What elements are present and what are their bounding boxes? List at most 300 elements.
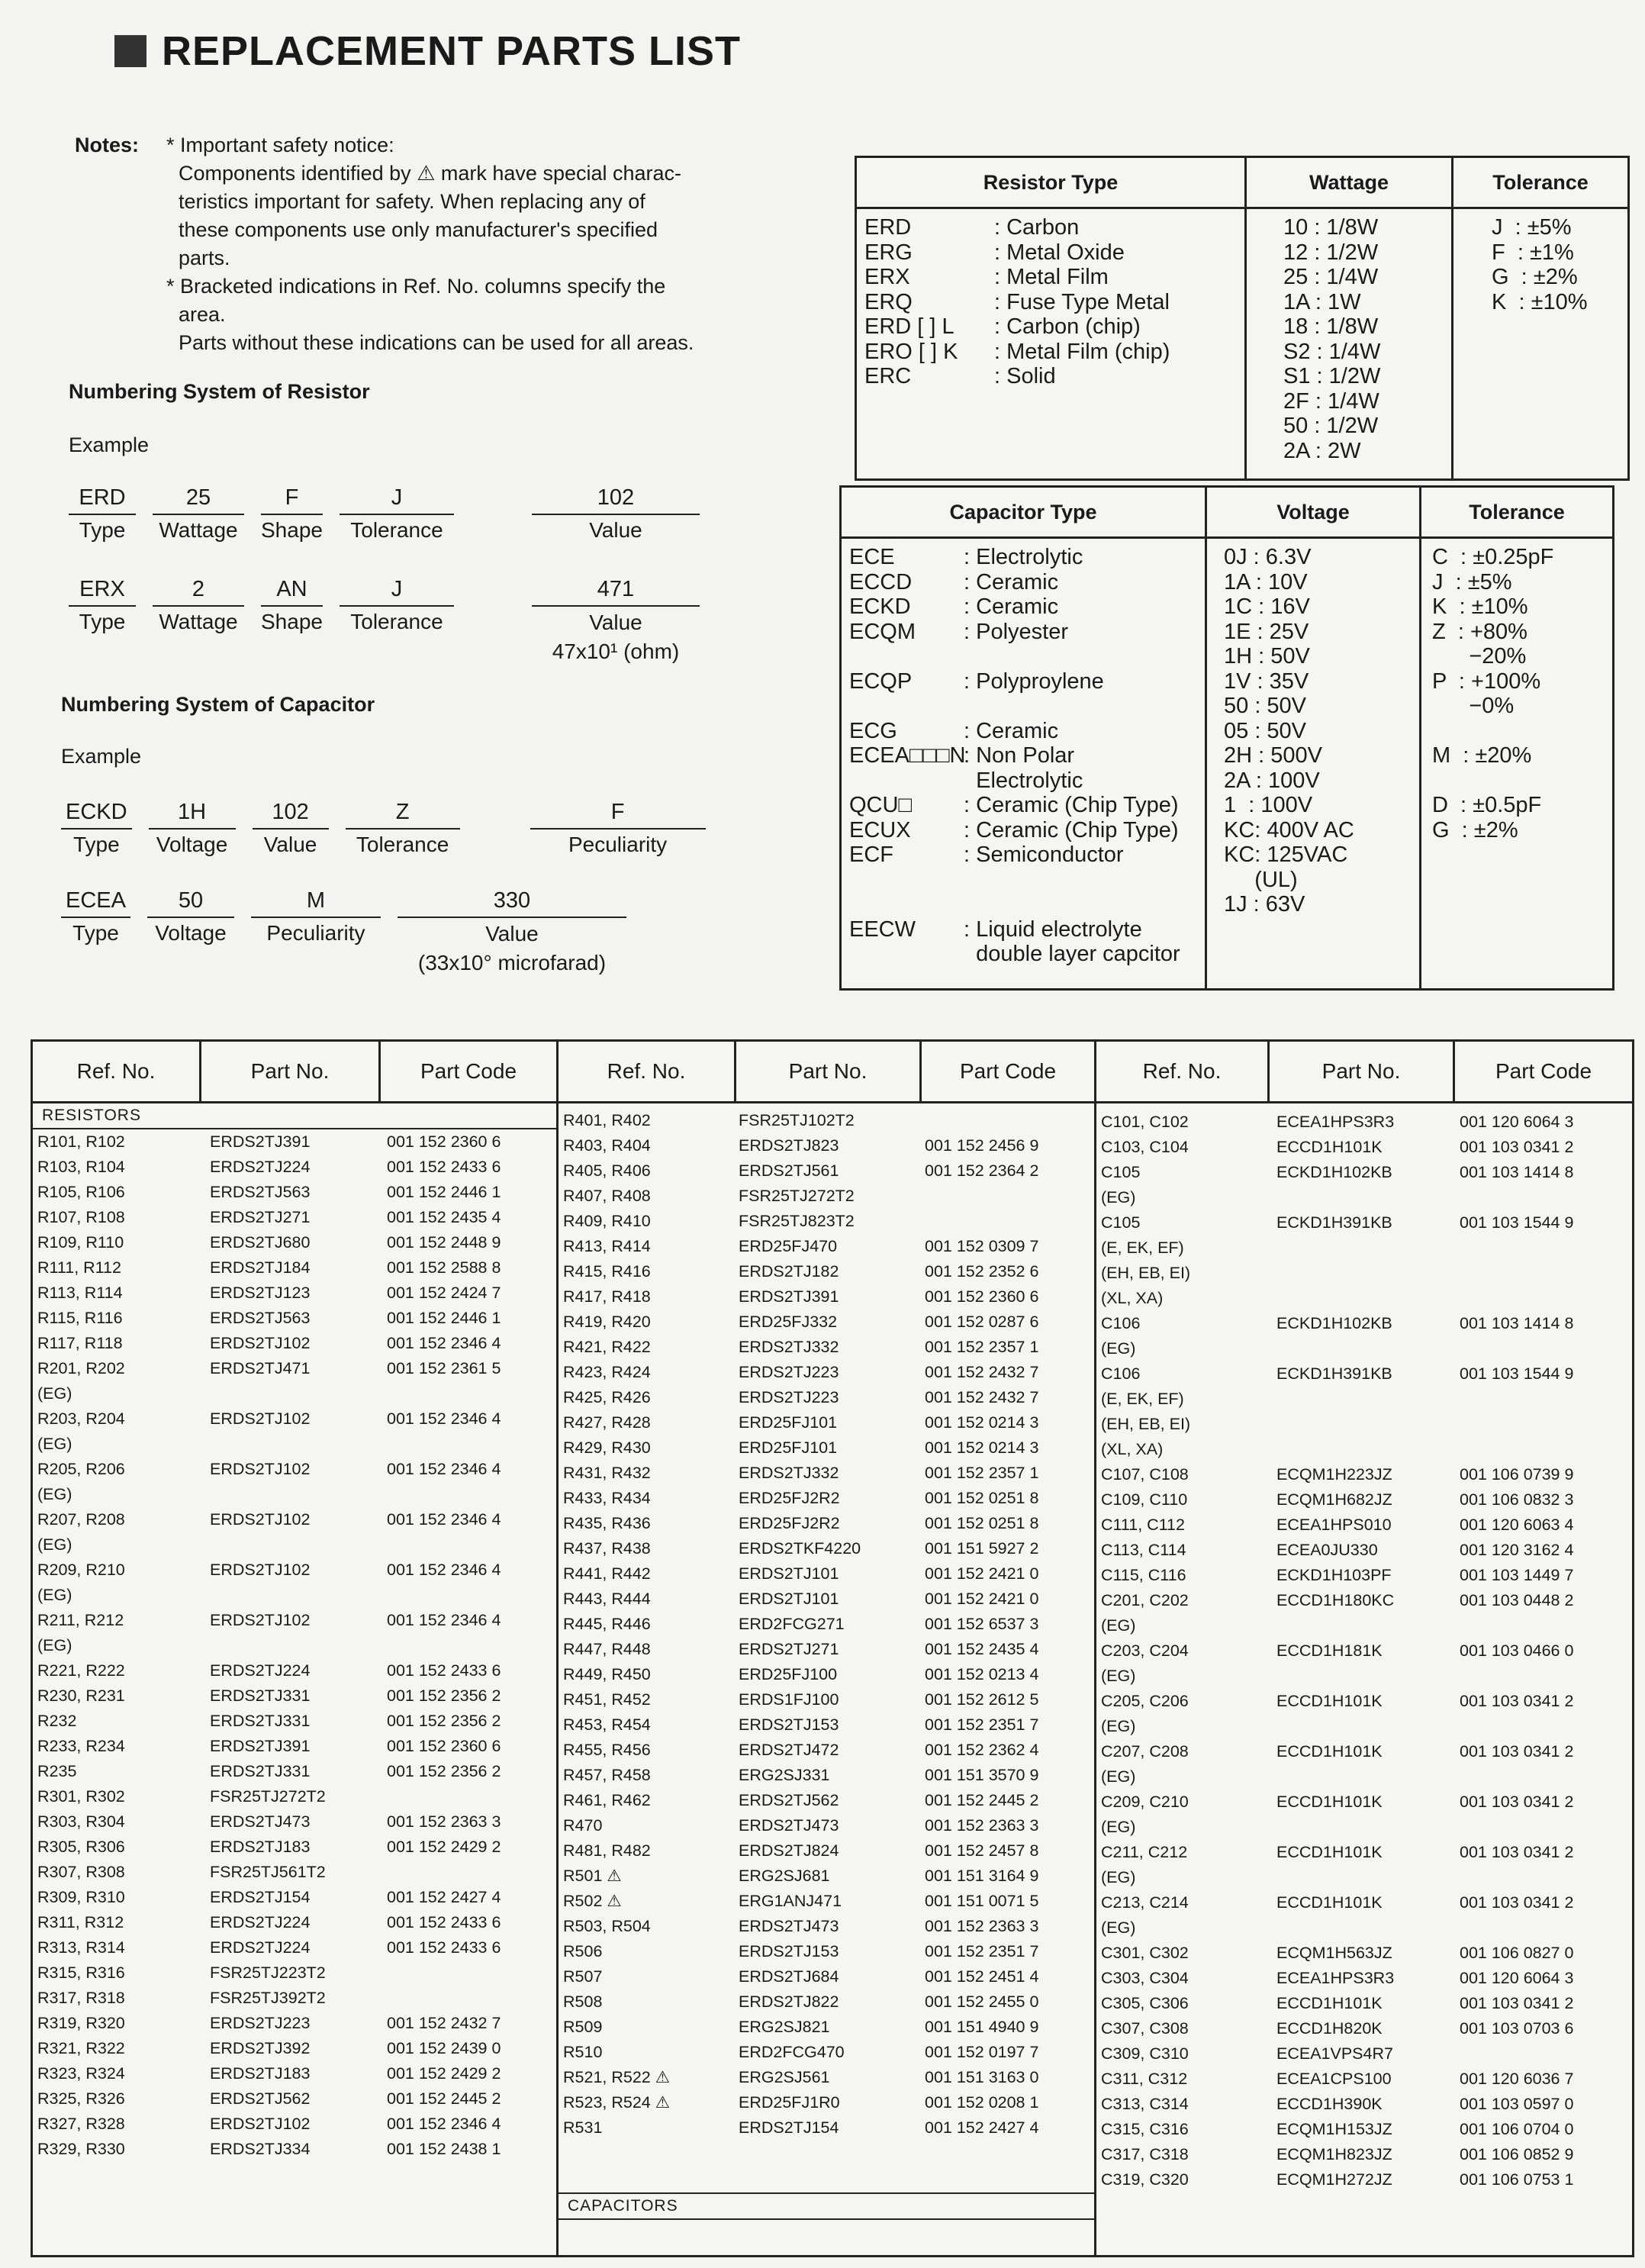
capacitor-type-row-desc: : Ceramic bbox=[964, 569, 1059, 594]
table-row bbox=[37, 1457, 556, 1482]
ref-no-cell: R109, R110 bbox=[37, 1233, 124, 1252]
ref-no-cell: (EG) bbox=[1101, 1918, 1136, 1937]
part-no-cell bbox=[210, 1432, 387, 1457]
capacitor-numbering-title: Numbering System of Capacitor bbox=[61, 693, 375, 716]
part-code-cell: 001 152 2363 3 bbox=[925, 1917, 1039, 1935]
table-row bbox=[1101, 1790, 1632, 1815]
capacitor-type-row-desc bbox=[964, 694, 970, 719]
table-row bbox=[563, 1712, 1094, 1738]
table-row bbox=[1101, 1235, 1632, 1261]
table-row bbox=[563, 1788, 1094, 1813]
numbering-code: F bbox=[261, 485, 323, 515]
ref-no-cell: (EH, EB, EI) bbox=[1101, 1415, 1191, 1433]
part-no-cell: ERDS2TJ471 bbox=[210, 1359, 311, 1377]
voltage-row: 2H : 500V bbox=[1224, 743, 1322, 768]
part-code-cell: 001 152 2432 7 bbox=[925, 1363, 1039, 1381]
table-row bbox=[563, 1184, 1094, 1209]
part-code-cell: 001 103 0597 0 bbox=[1460, 2095, 1574, 2113]
part-code-cell: 001 152 2433 6 bbox=[387, 1661, 501, 1680]
table-row bbox=[1101, 1638, 1632, 1664]
numbering-code: AN bbox=[261, 577, 323, 607]
capacitor-example-label: Example bbox=[61, 745, 142, 768]
capacitor-type-row-code bbox=[849, 892, 964, 917]
numbering-caption: Shape bbox=[261, 610, 323, 633]
table-row bbox=[563, 1234, 1094, 1259]
table-row bbox=[563, 1612, 1094, 1637]
ref-no-cell: R435, R436 bbox=[563, 1514, 651, 1532]
part-no-cell bbox=[1276, 1865, 1460, 1890]
table-row bbox=[37, 1960, 556, 1986]
numbering-cell bbox=[153, 485, 244, 543]
capacitor-type-row bbox=[849, 669, 1197, 694]
part-no-cell bbox=[1276, 1387, 1460, 1412]
part-code-cell: 001 152 2427 4 bbox=[925, 2118, 1039, 2137]
part-code-cell: 001 103 1414 8 bbox=[1460, 1314, 1574, 1332]
part-code-cell: 001 152 2439 0 bbox=[387, 2039, 501, 2057]
voltage-row: 1E : 25V bbox=[1224, 619, 1309, 644]
part-code-cell: 001 152 0214 3 bbox=[925, 1413, 1039, 1432]
ref-no-cell: R327, R328 bbox=[37, 2115, 125, 2133]
capacitor-type-row bbox=[849, 620, 1197, 645]
capacitor-type-row bbox=[849, 868, 1197, 893]
table-row bbox=[1101, 1815, 1632, 1840]
numbering-code: 102 bbox=[253, 800, 329, 830]
part-no-cell: ERDS2TJ153 bbox=[739, 1715, 839, 1734]
cap-tolerance-row: G : ±2% bbox=[1432, 817, 1518, 842]
part-code-cell: 001 152 0287 6 bbox=[925, 1313, 1039, 1331]
wattage-row: 10 : 1/8W bbox=[1283, 215, 1379, 240]
part-code-cell bbox=[387, 1960, 391, 1986]
table-row bbox=[563, 1259, 1094, 1284]
numbering-caption: Wattage bbox=[159, 610, 238, 633]
numbering-cell bbox=[346, 800, 460, 857]
part-no-cell: ERD25FJ2R2 bbox=[739, 1514, 840, 1532]
table-row bbox=[563, 2115, 1094, 2141]
part-code-cell bbox=[387, 1583, 391, 1608]
part-no-cell: ERG2SJ681 bbox=[739, 1867, 830, 1885]
table-row bbox=[1101, 1915, 1632, 1941]
part-no-cell: ECEA1HPS3R3 bbox=[1276, 1969, 1395, 1987]
table-row bbox=[1101, 1311, 1632, 1336]
table-row bbox=[37, 1281, 556, 1306]
table-row bbox=[1101, 1135, 1632, 1160]
ref-no-cell: R230, R231 bbox=[37, 1687, 125, 1705]
table-row bbox=[563, 1889, 1094, 1914]
table-row bbox=[563, 2015, 1094, 2040]
part-no-cell: ECKD1H102KB bbox=[1276, 1314, 1392, 1332]
ref-no-cell: R453, R454 bbox=[563, 1715, 651, 1734]
part-code-cell: 001 152 2363 3 bbox=[925, 1816, 1039, 1835]
cap-tolerance-row: −20% bbox=[1432, 644, 1527, 668]
part-code-cell bbox=[1460, 1185, 1464, 1210]
table-row bbox=[37, 1583, 556, 1608]
ref-no-cell: (EG) bbox=[1101, 1616, 1136, 1635]
page-title: REPLACEMENT PARTS LIST bbox=[162, 28, 742, 74]
part-no-cell: ERDS2TJ184 bbox=[210, 1258, 311, 1277]
part-code-cell bbox=[1460, 2041, 1464, 2067]
tolerance-row: F : ±1% bbox=[1492, 240, 1574, 265]
part-no-cell: ERDS2TJ331 bbox=[210, 1712, 311, 1730]
voltage-list bbox=[1206, 538, 1421, 989]
part-code-cell: 001 152 2351 7 bbox=[925, 1942, 1039, 1960]
table-row bbox=[563, 1486, 1094, 1511]
part-no-cell: ECEA1VPS4R7 bbox=[1276, 2044, 1393, 2063]
part-no-cell: ERDS2TJ391 bbox=[210, 1132, 311, 1151]
voltage-row: 1H : 50V bbox=[1224, 644, 1310, 668]
ref-no-cell: R447, R448 bbox=[563, 1640, 651, 1658]
table-row bbox=[37, 2011, 556, 2036]
ref-no-cell: R503, R504 bbox=[563, 1917, 651, 1935]
table-row bbox=[563, 1536, 1094, 1561]
capacitor-type-row-code: ECKD bbox=[849, 594, 911, 619]
resistor-type-row-desc: : Carbon (chip) bbox=[994, 314, 1141, 339]
part-no-cell: ERD25FJ1R0 bbox=[739, 2093, 840, 2112]
table-row bbox=[563, 1864, 1094, 1889]
table-row bbox=[1101, 1336, 1632, 1361]
part-code-cell: 001 151 3570 9 bbox=[925, 1766, 1039, 1784]
voltage-row: 1C : 16V bbox=[1224, 594, 1310, 619]
capacitor-type-row-code: ECG bbox=[849, 718, 897, 743]
part-no-cell: ECQM1H682JZ bbox=[1276, 1490, 1392, 1509]
part-code-cell: 001 152 2445 2 bbox=[387, 2089, 501, 2108]
capacitor-type-row-desc: : Ceramic (Chip Type) bbox=[964, 793, 1179, 817]
capacitor-type-row-desc: : Polyester bbox=[964, 619, 1068, 644]
part-code-cell: 001 152 0251 8 bbox=[925, 1489, 1039, 1507]
table-row bbox=[37, 1155, 556, 1180]
numbering-caption: Wattage bbox=[159, 518, 238, 542]
part-code-header: Part Code bbox=[378, 1042, 556, 1101]
note-line: * Important safety notice: bbox=[166, 134, 394, 156]
part-code-cell: 001 151 4940 9 bbox=[925, 2018, 1039, 2036]
numbering-cell bbox=[61, 800, 132, 857]
ref-no-cell: C101, C102 bbox=[1101, 1113, 1189, 1131]
ref-no-cell: (EG) bbox=[37, 1636, 72, 1654]
table-row bbox=[563, 2040, 1094, 2065]
voltage-header: Voltage bbox=[1206, 488, 1421, 538]
ref-no-cell: C109, C110 bbox=[1101, 1490, 1188, 1509]
ref-no-cell: C203, C204 bbox=[1101, 1641, 1189, 1660]
table-row bbox=[563, 1763, 1094, 1788]
part-code-cell: 001 120 6064 3 bbox=[1460, 1113, 1574, 1131]
note-line: Components identified by ⚠ mark have special charac- bbox=[179, 162, 682, 185]
voltage-row: 1A : 10V bbox=[1224, 569, 1308, 594]
table-row bbox=[1101, 1865, 1632, 1890]
capacitor-type-row bbox=[849, 917, 1197, 942]
part-no-cell: ERDS2TJ332 bbox=[739, 1464, 839, 1482]
resistor-example-label: Example bbox=[69, 433, 150, 456]
ref-no-cell: R401, R402 bbox=[563, 1111, 651, 1129]
part-code-cell: 001 152 2356 2 bbox=[387, 1687, 501, 1705]
table-row bbox=[37, 1432, 556, 1457]
ref-no-cell: R510 bbox=[563, 2043, 603, 2061]
part-no-header: Part No. bbox=[734, 1042, 919, 1101]
ref-no-cell: (E, EK, EF) bbox=[1101, 1390, 1184, 1408]
part-code-cell: 001 103 1449 7 bbox=[1460, 1566, 1574, 1584]
ref-no-cell: R329, R330 bbox=[37, 2140, 125, 2158]
ref-no-cell: R433, R434 bbox=[563, 1489, 651, 1507]
part-code-cell: 001 152 2346 4 bbox=[387, 1611, 501, 1629]
part-code-cell bbox=[1460, 1764, 1464, 1790]
capacitor-type-row-code: ECF bbox=[849, 842, 893, 867]
table-row bbox=[563, 1939, 1094, 1964]
wattage-row: S1 : 1/2W bbox=[1283, 364, 1381, 388]
table-row bbox=[563, 1662, 1094, 1687]
part-no-cell: ECEA1HPS010 bbox=[1276, 1516, 1392, 1534]
table-row bbox=[37, 2137, 556, 2162]
table-row bbox=[1101, 1840, 1632, 1865]
table-row bbox=[563, 1461, 1094, 1486]
ref-no-cell: R417, R418 bbox=[563, 1287, 651, 1306]
part-code-cell: 001 152 2456 9 bbox=[925, 1136, 1039, 1155]
wattage-header: Wattage bbox=[1246, 158, 1453, 208]
table-row bbox=[563, 1813, 1094, 1838]
numbering-code: F bbox=[530, 800, 706, 830]
ref-no-cell: C315, C316 bbox=[1101, 2120, 1189, 2138]
ref-no-cell: (EH, EB, EI) bbox=[1101, 1264, 1191, 1282]
ref-no-cell: R232 bbox=[37, 1712, 77, 1730]
part-no-cell: ECQM1H272JZ bbox=[1276, 2170, 1392, 2189]
part-no-cell: ERDS2TJ563 bbox=[210, 1183, 311, 1201]
capacitor-type-row-desc: : Electrolytic bbox=[964, 545, 1083, 569]
wattage-row: 12 : 1/2W bbox=[1283, 240, 1379, 265]
capacitor-type-row-code: ECUX bbox=[849, 817, 911, 842]
ref-no-header: Ref. No. bbox=[607, 1059, 686, 1083]
table-row bbox=[1101, 1890, 1632, 1915]
table-row bbox=[1101, 1437, 1632, 1462]
part-no-cell: FSR25TJ102T2 bbox=[739, 1111, 855, 1129]
ref-no-cell: R457, R458 bbox=[563, 1766, 651, 1784]
part-no-cell: ECKD1H102KB bbox=[1276, 1163, 1392, 1181]
part-no-cell: ECKD1H391KB bbox=[1276, 1364, 1392, 1383]
part-code-cell: 001 103 1414 8 bbox=[1460, 1163, 1574, 1181]
ref-no-cell: R203, R204 bbox=[37, 1409, 125, 1428]
table-row bbox=[37, 1784, 556, 1809]
cap-tolerance-row bbox=[1432, 768, 1605, 794]
resistor-type-row bbox=[864, 340, 1237, 365]
parts-list-3 bbox=[1096, 1103, 1632, 2192]
part-code-cell: 001 103 0341 2 bbox=[1460, 1692, 1574, 1710]
table-row bbox=[563, 1914, 1094, 1939]
part-code-cell bbox=[387, 1633, 391, 1658]
ref-no-cell: R309, R310 bbox=[37, 1888, 125, 1906]
part-code-cell: 001 152 2363 3 bbox=[387, 1812, 501, 1831]
table-row bbox=[563, 1158, 1094, 1184]
part-code-cell bbox=[1460, 1915, 1464, 1941]
ref-no-cell: (EG) bbox=[37, 1586, 72, 1604]
resistors-section-label: RESISTORS bbox=[33, 1103, 556, 1129]
ref-no-cell: R455, R456 bbox=[563, 1741, 651, 1759]
ref-no-cell: (EG) bbox=[37, 1384, 72, 1403]
table-row bbox=[563, 1989, 1094, 2015]
ref-no-cell: R509 bbox=[563, 2018, 603, 2036]
ref-no-cell: (EG) bbox=[1101, 1767, 1136, 1786]
part-no-cell: ERG2SJ821 bbox=[739, 2018, 830, 2036]
capacitor-type-row-desc: : Semiconductor bbox=[964, 842, 1124, 867]
part-no-cell: FSR25TJ272T2 bbox=[210, 1787, 326, 1806]
ref-no-cell: R451, R452 bbox=[563, 1690, 651, 1709]
part-code-cell: 001 152 2424 7 bbox=[387, 1284, 501, 1302]
ref-no-cell: R325, R326 bbox=[37, 2089, 125, 2108]
table-row bbox=[37, 1759, 556, 1784]
table-row bbox=[37, 1180, 556, 1205]
resistor-type-row-code: ERD [ ] L bbox=[864, 314, 954, 339]
ref-no-cell: R521, R522 ⚠ bbox=[563, 2068, 670, 2086]
ref-no-cell: C115, C116 bbox=[1101, 1566, 1186, 1584]
ref-no-cell: R407, R408 bbox=[563, 1187, 651, 1205]
table-row bbox=[563, 1133, 1094, 1158]
part-no-cell bbox=[210, 1532, 387, 1558]
numbering-code: 471 bbox=[532, 577, 700, 607]
table-row bbox=[1101, 1664, 1632, 1689]
voltage-row: 1 : 100V bbox=[1224, 793, 1313, 817]
table-row bbox=[37, 2036, 556, 2061]
part-code-cell bbox=[387, 1860, 391, 1885]
table-row bbox=[1101, 1563, 1632, 1588]
resistor-type-row-code: ERX bbox=[864, 265, 910, 289]
part-no-cell: ERG1ANJ471 bbox=[739, 1892, 842, 1910]
part-no-cell: ECCD1H390K bbox=[1276, 2095, 1383, 2113]
capacitor-type-row bbox=[849, 545, 1197, 570]
numbering-value-note: 47x10¹ (ohm) bbox=[552, 639, 680, 663]
resistor-type-row-desc: : Fuse Type Metal bbox=[994, 289, 1170, 314]
numbering-code: 1H bbox=[149, 800, 236, 830]
part-code-cell: 001 152 2360 6 bbox=[387, 1132, 501, 1151]
part-no-cell: ECCD1H101K bbox=[1276, 1793, 1383, 1811]
table-row bbox=[1101, 1412, 1632, 1437]
numbering-value-note: (33x10° microfarad) bbox=[417, 951, 607, 975]
table-row bbox=[563, 1738, 1094, 1763]
ref-no-cell: R502 ⚠ bbox=[563, 1892, 622, 1910]
ref-no-cell: C319, C320 bbox=[1101, 2170, 1189, 2189]
table-row bbox=[37, 2086, 556, 2112]
numbering-caption: Peculiarity bbox=[266, 921, 365, 945]
ref-no-cell: R101, R102 bbox=[37, 1132, 125, 1151]
ref-no-cell: R113, R114 bbox=[37, 1284, 123, 1302]
table-row bbox=[1101, 1286, 1632, 1311]
numbering-caption: Value bbox=[485, 922, 539, 946]
part-no-cell bbox=[1276, 1915, 1460, 1941]
part-code-cell bbox=[387, 1432, 391, 1457]
ref-no-cell: (EG) bbox=[1101, 1667, 1136, 1685]
table-row bbox=[1101, 1185, 1632, 1210]
table-row bbox=[37, 1356, 556, 1381]
part-no-cell: ERDS2TJ101 bbox=[739, 1564, 839, 1583]
numbering-cell bbox=[153, 577, 244, 634]
table-row bbox=[1101, 1764, 1632, 1790]
part-no-cell: ERD2FCG470 bbox=[739, 2043, 845, 2061]
ref-no-cell: R405, R406 bbox=[563, 1161, 651, 1180]
part-no-cell: ERDS2TJ153 bbox=[739, 1942, 839, 1960]
voltage-row: KC: 125VAC bbox=[1224, 842, 1348, 867]
part-no-cell: ECCD1H101K bbox=[1276, 1994, 1383, 2012]
part-code-cell: 001 120 6063 4 bbox=[1460, 1516, 1574, 1534]
capacitor-type-row-desc: : Liquid electrolyte bbox=[964, 917, 1142, 942]
ref-no-cell: R323, R324 bbox=[37, 2064, 125, 2083]
part-no-cell: ECCD1H820K bbox=[1276, 2019, 1383, 2038]
ref-no-cell: R307, R308 bbox=[37, 1863, 125, 1881]
capacitors-section-label: CAPACITORS bbox=[559, 2192, 1094, 2220]
capacitor-type-row-desc: : Ceramic (Chip Type) bbox=[964, 817, 1179, 842]
part-code-header: Part Code bbox=[1453, 1042, 1632, 1101]
resistor-example-1 bbox=[69, 485, 716, 543]
part-code-cell bbox=[1460, 1235, 1464, 1261]
ref-no-cell: R117, R118 bbox=[37, 1334, 123, 1352]
capacitor-type-row-desc bbox=[964, 892, 970, 917]
table-row bbox=[37, 1532, 556, 1558]
numbering-caption: Type bbox=[79, 610, 126, 633]
part-code-cell: 001 152 2346 4 bbox=[387, 1409, 501, 1428]
table-row bbox=[1101, 1261, 1632, 1286]
part-code-cell: 001 103 1544 9 bbox=[1460, 1213, 1574, 1232]
numbering-cell bbox=[340, 485, 454, 543]
capacitor-type-row-code bbox=[849, 768, 964, 794]
part-no-cell: ERDS2TJ561 bbox=[739, 1161, 839, 1180]
capacitor-type-row-desc: : Polyproylene bbox=[964, 668, 1104, 694]
part-code-cell: 001 103 0341 2 bbox=[1460, 1793, 1574, 1811]
table-row bbox=[563, 1838, 1094, 1864]
part-code-cell: 001 152 2446 1 bbox=[387, 1309, 501, 1327]
part-code-cell: 001 152 2446 1 bbox=[387, 1183, 501, 1201]
capacitor-type-row bbox=[849, 842, 1197, 868]
ref-no-cell: R523, R524 ⚠ bbox=[563, 2093, 670, 2112]
numbering-caption: Voltage bbox=[156, 833, 228, 856]
table-row bbox=[1101, 1513, 1632, 1538]
part-code-cell: 001 151 0071 5 bbox=[925, 1892, 1039, 1910]
ref-no-cell: R431, R432 bbox=[563, 1464, 651, 1482]
part-no-cell: ERD25FJ100 bbox=[739, 1665, 838, 1683]
table-row bbox=[563, 1310, 1094, 1335]
table-row bbox=[563, 1435, 1094, 1461]
part-code-cell: 001 152 2421 0 bbox=[925, 1564, 1039, 1583]
ref-no-cell: R506 bbox=[563, 1942, 603, 1960]
capacitor-type-row bbox=[849, 768, 1197, 794]
part-code-cell: 001 152 2346 4 bbox=[387, 1561, 501, 1579]
ref-no-cell: (E, EK, EF) bbox=[1101, 1239, 1184, 1257]
ref-no-cell: (EG) bbox=[37, 1435, 72, 1453]
part-code-cell: 001 106 0827 0 bbox=[1460, 1944, 1574, 1962]
part-no-cell: ERDS2TJ154 bbox=[210, 1888, 311, 1906]
resistor-type-row-desc: : Metal Film (chip) bbox=[994, 339, 1170, 364]
table-row bbox=[1101, 1739, 1632, 1764]
table-row bbox=[1101, 1941, 1632, 1966]
voltage-row: (UL) bbox=[1224, 867, 1298, 892]
part-no-cell bbox=[1276, 1764, 1460, 1790]
part-no-cell: FSR25TJ392T2 bbox=[210, 1989, 326, 2007]
cap-tolerance-header: Tolerance bbox=[1421, 488, 1613, 538]
part-code-cell: 001 106 0852 9 bbox=[1460, 2145, 1574, 2163]
part-no-cell bbox=[1276, 1336, 1460, 1361]
part-no-cell: ERDS2TJ473 bbox=[739, 1816, 839, 1835]
table-row bbox=[37, 2112, 556, 2137]
part-no-cell: ERDS2TJ223 bbox=[739, 1388, 839, 1406]
part-code-cell: 001 152 0197 7 bbox=[925, 2043, 1039, 2061]
numbering-code: 25 bbox=[153, 485, 244, 515]
numbering-caption: Value bbox=[263, 833, 317, 856]
part-code-cell: 001 103 0341 2 bbox=[1460, 1138, 1574, 1156]
capacitor-type-row-code bbox=[849, 942, 964, 967]
part-code-cell bbox=[1460, 1437, 1464, 1462]
part-no-cell bbox=[1276, 1714, 1460, 1739]
parts-column-3 bbox=[1096, 1042, 1632, 2255]
part-no-cell: ERDS2TJ473 bbox=[210, 1812, 311, 1831]
part-no-cell: ERG2SJ331 bbox=[739, 1766, 830, 1784]
table-row bbox=[563, 1561, 1094, 1587]
capacitor-type-row bbox=[849, 594, 1197, 620]
part-code-cell: 001 152 2346 4 bbox=[387, 1510, 501, 1529]
part-no-cell: ERG2SJ561 bbox=[739, 2068, 830, 2086]
part-code-cell: 001 103 0466 0 bbox=[1460, 1641, 1574, 1660]
ref-no-cell: (EG) bbox=[37, 1485, 72, 1503]
